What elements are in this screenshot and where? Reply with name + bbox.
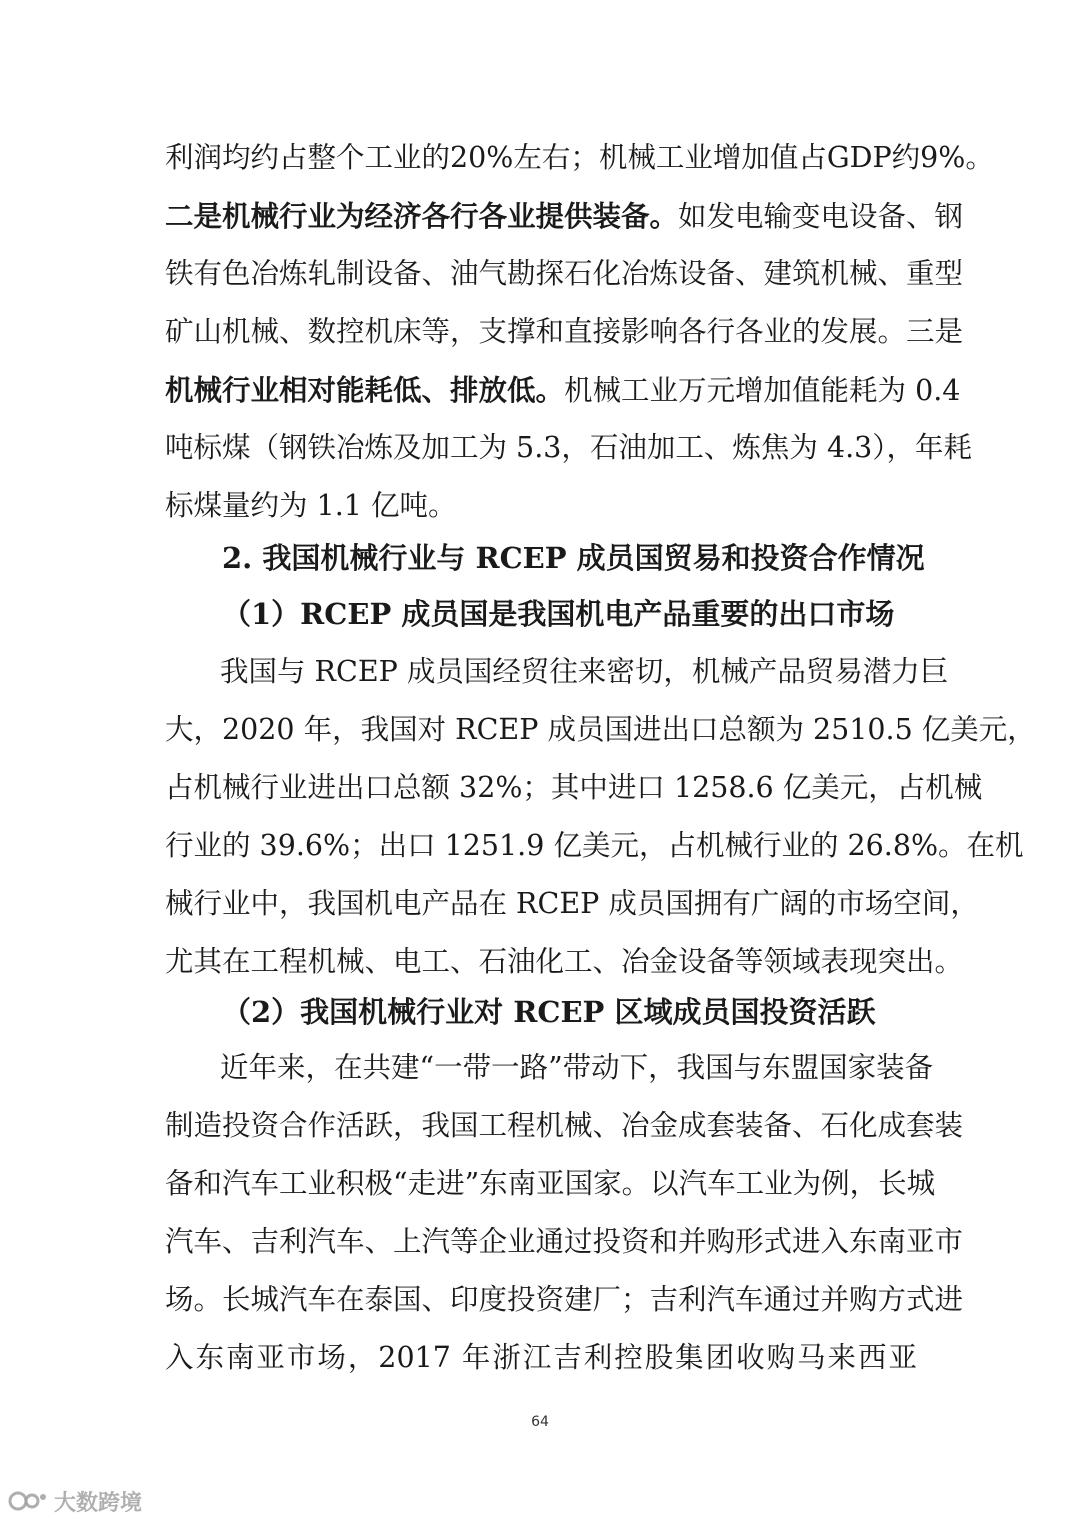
paragraph-line: 标煤量约为 1.1 亿吨。 (165, 489, 457, 522)
subheading: （1）RCEP 成员国是我国机电产品重要的出口市场 (222, 597, 895, 631)
paragraph-text: 机械工业万元增加值能耗为 0.4 (564, 374, 961, 407)
paragraph-line: 行业的 39.6%；出口 1251.9 亿美元，占机械行业的 26.8%。在机 (165, 829, 1024, 862)
paragraph-line: 备和汽车工业积极“走进”东南亚国家。以汽车工业为例，长城 (165, 1167, 936, 1200)
section-heading: 2. 我国机械行业与 RCEP 成员国贸易和投资合作情况 (222, 541, 925, 575)
paragraph-line: 吨标煤（钢铁冶炼及加工为 5.3，石油加工、炼焦为 4.3），年耗 (165, 431, 973, 464)
paragraph-line (165, 370, 961, 411)
watermark-text: 大数跨境 (54, 1490, 143, 1516)
brand-logo-icon (8, 1488, 48, 1514)
page-number: 64 (531, 1414, 549, 1430)
paragraph-line: 近年来，在共建“一带一路”带动下，我国与东盟国家装备 (220, 1051, 934, 1084)
paragraph-line: 利润均约占整个工业的20%左右；机械工业增加值占GDP约9%。 (165, 141, 994, 174)
paragraph-line: 占机械行业进出口总额 32%；其中进口 1258.6 亿美元，占机械 (165, 771, 983, 804)
paragraph-line: 我国与 RCEP 成员国经贸往来密切，机械产品贸易潜力巨 (220, 655, 949, 688)
watermark (8, 1486, 142, 1516)
paragraph-line: 械行业中，我国机电产品在 RCEP 成员国拥有广阔的市场空间， (165, 887, 979, 920)
subheading: （2）我国机械行业对 RCEP 区域成员国投资活跃 (222, 995, 876, 1029)
paragraph-line: 场。长城汽车在泰国、印度投资建厂；吉利汽车通过并购方式进 (165, 1283, 964, 1316)
paragraph-line: 大，2020 年，我国对 RCEP 成员国进出口总额为 2510.5 亿美元， (165, 713, 1036, 746)
paragraph-line: 制造投资合作活跃，我国工程机械、冶金成套装备、石化成套装 (165, 1109, 964, 1142)
paragraph-line: 矿山机械、数控机床等，支撑和直接影响各行各业的发展。三是 (165, 315, 964, 348)
paragraph-line: 铁有色冶炼轧制设备、油气勘探石化冶炼设备、建筑机械、重型 (165, 257, 964, 290)
paragraph-text: 如发电输变电设备、钢 (678, 200, 964, 233)
emphasis-text: 二是机械行业为经济各行各业提供装备。 (165, 199, 679, 233)
paragraph-line (165, 196, 964, 237)
emphasis-text: 机械行业相对能耗低、排放低。 (165, 373, 565, 407)
paragraph-line: 汽车、吉利汽车、上汽等企业通过投资和并购形式进入东南亚市 (165, 1225, 964, 1258)
paragraph-line: 尤其在工程机械、电工、石油化工、冶金设备等领域表现突出。 (165, 945, 964, 978)
paragraph-line: 入东南亚市场，2017 年浙江吉利控股集团收购马来西亚 (165, 1341, 917, 1374)
